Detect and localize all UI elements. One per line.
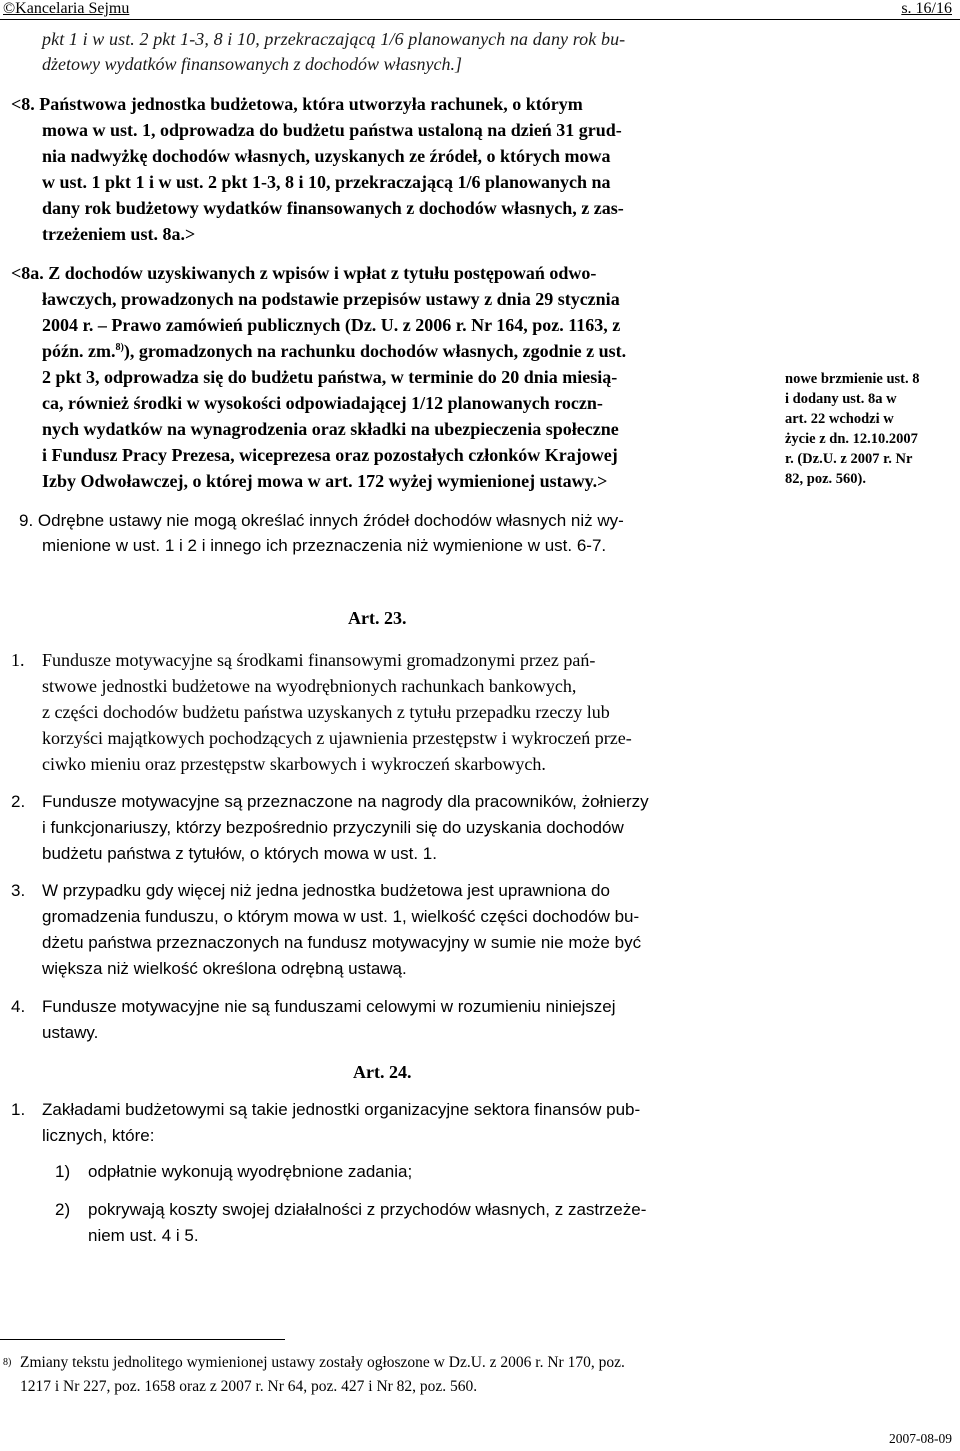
text-line: ławczych, prowadzonych na podstawie przepisów ustawy z dnia 29 stycznia bbox=[42, 289, 620, 309]
text-line: w ust. 1 pkt 1 i w ust. 2 pkt 1-3, 8 i 10, przekraczającą 1/6 planowanych na bbox=[42, 172, 611, 192]
text-line: nia nadwyżkę dochodów własnych, uzyskanych ze źródeł, o których mowa bbox=[42, 146, 611, 166]
header-divider bbox=[0, 19, 960, 20]
text-line: nych wydatków na wynagrodzenia oraz składki na ubezpieczenia społeczne bbox=[42, 419, 619, 439]
text-line: pokrywają koszty swojej działalności z przychodów własnych, z zastrzeże- bbox=[88, 1200, 647, 1219]
note-line: 82, poz. 560). bbox=[785, 471, 866, 487]
text-line: Zakładami budżetowymi są takie jednostki organizacyjne sektora finansów pub- bbox=[42, 1100, 641, 1119]
item-number: 1. bbox=[11, 650, 25, 670]
text-line: Fundusze motywacyjne nie są funduszami celowymi w rozumieniu niniejszej bbox=[42, 997, 616, 1016]
text-line: 1217 i Nr 227, poz. 1658 oraz z 2007 r. Nr 64, poz. 427 i Nr 82, poz. 560. bbox=[20, 1378, 478, 1395]
note-line: i dodany ust. 8a w bbox=[785, 391, 897, 407]
paragraph-ust-8a bbox=[11, 260, 781, 494]
art23-item-4 bbox=[0, 994, 775, 1048]
text-line: Izby Odwoławczej, o której mowa w art. 172 wyżej wymienionej ustawy.> bbox=[42, 471, 608, 491]
text-line: dżetu państwa przeznaczonych na fundusz motywacyjny w sumie nie może być bbox=[42, 933, 642, 952]
item-number: 1. bbox=[11, 1100, 26, 1119]
text-line: 2004 r. – Prawo zamówień publicznych (Dz. U. z 2006 r. Nr 164, poz. 1163, z bbox=[42, 315, 621, 335]
note-line: r. (Dz.U. z 2007 r. Nr bbox=[785, 451, 913, 467]
item-number: 4. bbox=[11, 997, 26, 1016]
text-line: <8. Państwowa jednostka budżetowa, która utworzyła rachunek, o którym bbox=[11, 94, 583, 114]
text-line: licznych, które: bbox=[42, 1126, 155, 1145]
text-line: i funkcjonariuszy, którzy bezpośrednio przyczynili się do uzyskania dochodów bbox=[42, 818, 624, 837]
old-text-paragraph bbox=[42, 27, 777, 77]
text-line: z części dochodów budżetu państwa uzyskanych z tytułu przepadku rzeczy lub bbox=[42, 702, 610, 722]
text-line bbox=[19, 508, 779, 533]
text-line: budżetu państwa z tytułów, o których mowa w ust. 1. bbox=[42, 844, 437, 863]
art24-item-1 bbox=[0, 1097, 775, 1151]
article-24-title: Art. 24. bbox=[353, 1062, 412, 1082]
text-line: ciwko mieniu oraz przestępstw skarbowych i wykroczeń skarbowych. bbox=[42, 754, 546, 774]
text-fragment: późn. zm. bbox=[42, 341, 116, 361]
art23-item-3 bbox=[0, 878, 775, 984]
art24-subitem-1 bbox=[0, 1159, 775, 1187]
paragraph-ust-8 bbox=[11, 91, 781, 247]
note-line: nowe brzmienie ust. 8 bbox=[785, 371, 920, 387]
footnote bbox=[0, 1351, 780, 1399]
text-line: ustawy. bbox=[42, 1023, 99, 1042]
text-line: dany rok budżetowy wydatków finansowanych z dochodów własnych, z zas- bbox=[42, 198, 624, 218]
text-line: <8a. Z dochodów uzyskiwanych z wpisów i wpłat z tytułu postępowań odwo- bbox=[11, 263, 597, 283]
text-line: Fundusze motywacyjne są przeznaczone na nagrody dla pracowników, żołnierzy bbox=[42, 792, 649, 811]
art23-item-2 bbox=[0, 789, 775, 869]
text-line: ca, również środki w wysokości odpowiadającej 1/12 planowanych roczn- bbox=[42, 393, 603, 413]
text-line: pkt 1 i w ust. 2 pkt 1-3, 8 i 10, przekraczającą 1/6 planowanych na dany rok bu- bbox=[42, 29, 626, 49]
footer-date: 2007-08-09 bbox=[889, 1431, 952, 1446]
footnote-divider bbox=[0, 1339, 285, 1340]
item-number: 3. bbox=[11, 881, 26, 900]
text-fragment: Odrębne ustawy nie mogą określać innych źródeł dochodów własnych niż wy- bbox=[37, 511, 624, 530]
subitem-number: 2) bbox=[55, 1200, 71, 1219]
header-source: ©Kancelaria Sejmu bbox=[3, 0, 130, 17]
footnote-ref[interactable]: 8) bbox=[115, 342, 124, 353]
text-line: 2 pkt 3, odprowadza się do budżetu państwa, w terminie do 20 dnia miesią- bbox=[42, 367, 618, 387]
text-line: korzyści majątkowych pochodzących z ujawnienia przestępstw i wykroczeń prze- bbox=[42, 728, 632, 748]
text-line: trzeżeniem ust. 8a.> bbox=[42, 224, 196, 244]
art24-subitem-2 bbox=[0, 1197, 775, 1251]
text-line: Fundusze motywacyjne są środkami finansowymi gromadzonymi przez pań- bbox=[42, 650, 596, 670]
text-line: mowa w ust. 1, odprowadza do budżetu państwa ustaloną na dzień 31 grud- bbox=[42, 120, 622, 140]
subitem-number: 1) bbox=[55, 1162, 71, 1181]
article-23-title: Art. 23. bbox=[348, 608, 407, 628]
header-page-number: s. 16/16 bbox=[901, 0, 952, 17]
margin-note bbox=[785, 369, 960, 489]
text-line: stwowe jednostki budżetowe na wyodrębnionych rachunkach bankowych, bbox=[42, 676, 577, 696]
note-line: art. 22 wchodzi w bbox=[785, 411, 894, 427]
text-fragment: ), gromadzonych na rachunku dochodów własnych, zgodnie z ust. bbox=[123, 341, 627, 361]
text-line: Zmiany tekstu jednolitego wymienionej ustawy zostały ogłoszone w Dz.U. z 2006 r. Nr 170, poz. bbox=[20, 1354, 625, 1371]
paragraph-ust-9 bbox=[19, 508, 779, 558]
item-number: 9. bbox=[19, 511, 34, 530]
text-line: odpłatnie wykonują wyodrębnione zadania; bbox=[88, 1162, 413, 1181]
text-line: gromadzenia funduszu, o którym mowa w ust. 1, wielkość części dochodów bu- bbox=[42, 907, 640, 926]
note-line: życie z dn. 12.10.2007 bbox=[785, 431, 918, 447]
text-line: W przypadku gdy więcej niż jedna jednostka budżetowa jest uprawniona do bbox=[42, 881, 610, 900]
art23-item-1 bbox=[0, 647, 775, 777]
text-line bbox=[11, 338, 781, 364]
text-line: niem ust. 4 i 5. bbox=[88, 1226, 199, 1245]
item-number: 2. bbox=[11, 792, 26, 811]
text-line: mienione w ust. 1 i 2 i innego ich przeznaczenia niż wymienione w ust. 6-7. bbox=[42, 536, 607, 555]
text-line: i Fundusz Pracy Prezesa, wiceprezesa oraz pozostałych członków Krajowej bbox=[42, 445, 618, 465]
text-line: większa niż wielkość określona odrębną ustawą. bbox=[42, 959, 407, 978]
footnote-mark: 8) bbox=[3, 1357, 12, 1368]
text-line: dżetowy wydatków finansowanych z dochodów własnych.] bbox=[42, 54, 462, 74]
